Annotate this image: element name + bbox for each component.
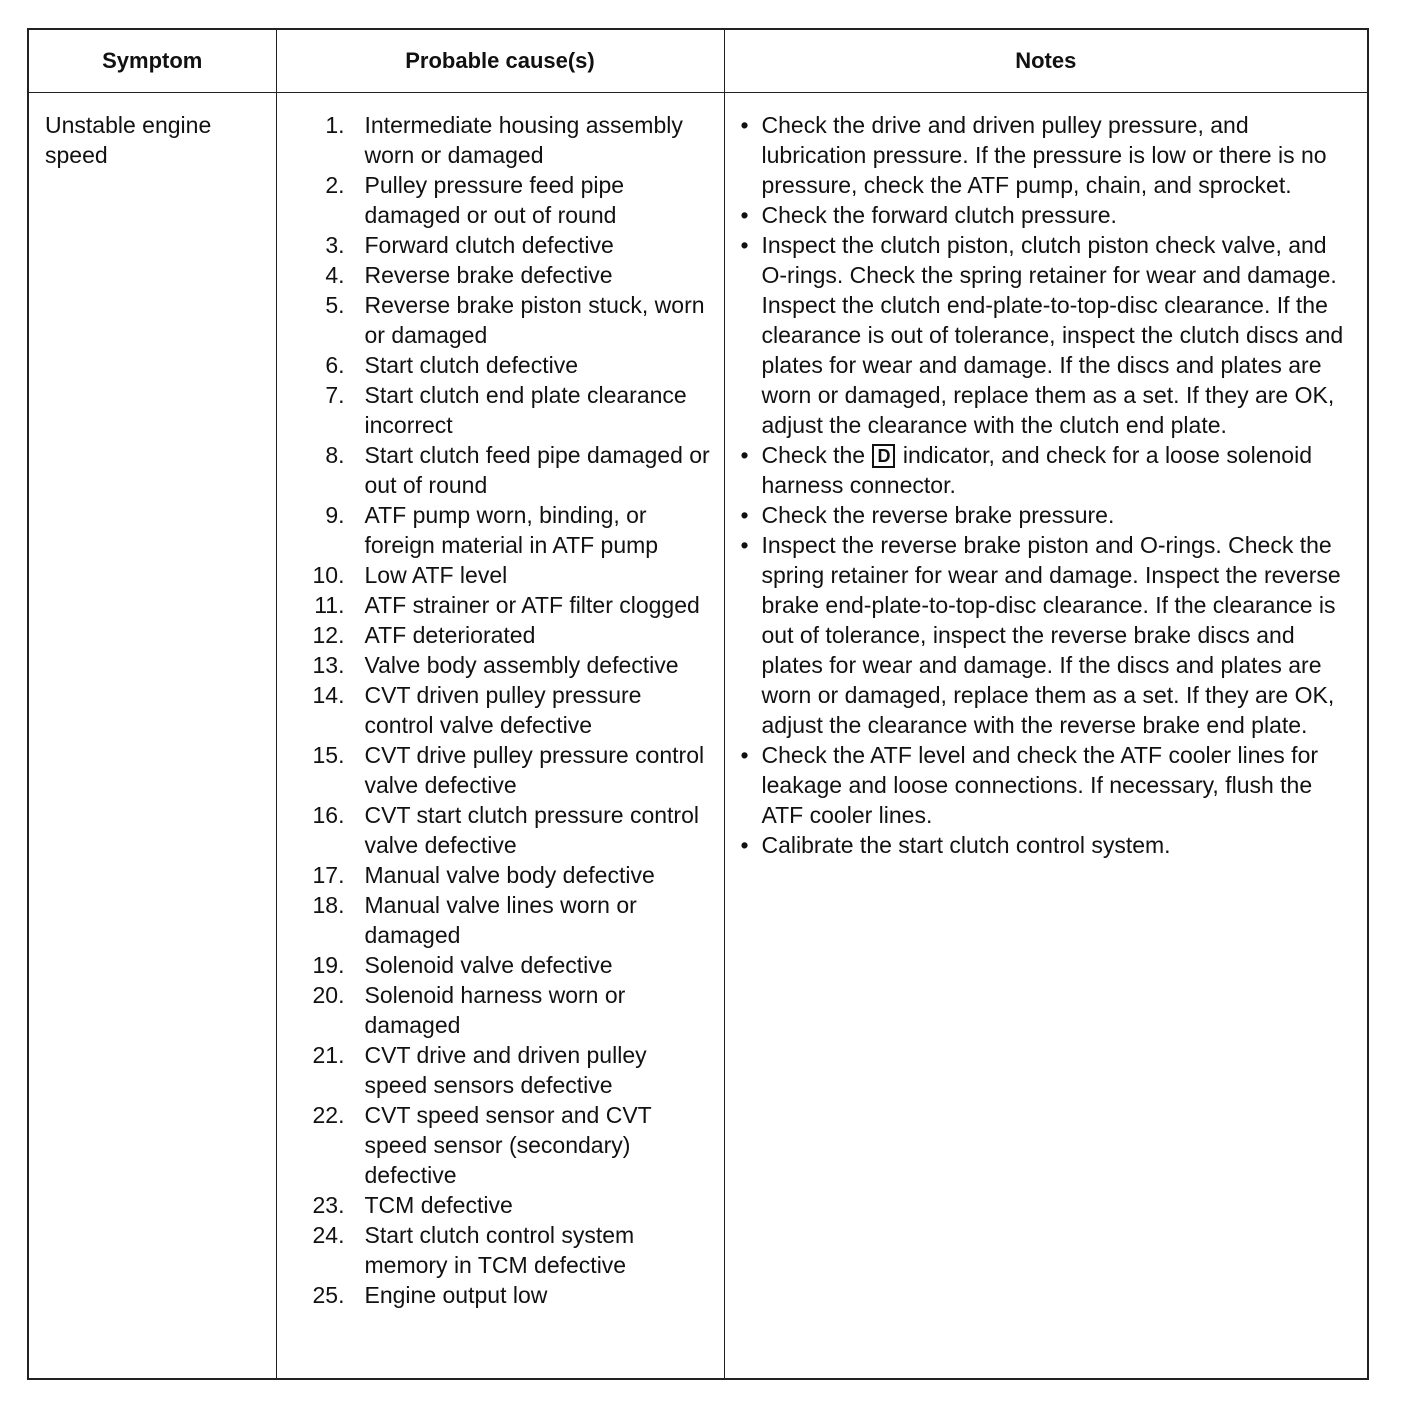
cause-text: CVT drive and driven pulley speed sensors defective bbox=[364, 1042, 647, 1098]
symptom-cell bbox=[29, 93, 276, 1379]
note-item bbox=[741, 500, 1356, 530]
cause-item bbox=[277, 1040, 714, 1100]
header-probable-causes: Probable cause(s) bbox=[276, 30, 724, 93]
cause-item bbox=[277, 590, 714, 620]
cause-item bbox=[277, 950, 714, 980]
cause-number: 12. bbox=[312, 622, 345, 648]
cause-item bbox=[277, 650, 714, 680]
cause-item bbox=[277, 800, 714, 860]
cause-item bbox=[277, 860, 714, 890]
bullet-icon: • bbox=[740, 202, 749, 228]
cause-number: 18. bbox=[312, 892, 345, 918]
cause-text: Pulley pressure feed pipe damaged or out of round bbox=[364, 172, 625, 228]
cause-item bbox=[277, 1280, 714, 1310]
note-item bbox=[741, 440, 1356, 500]
cause-number: 1. bbox=[325, 112, 345, 138]
header-symptom: Symptom bbox=[29, 30, 276, 93]
bullet-icon: • bbox=[740, 832, 749, 858]
cause-number: 19. bbox=[312, 952, 345, 978]
table-row bbox=[29, 93, 1367, 1379]
cause-text: CVT start clutch pressure control valve defective bbox=[364, 802, 699, 858]
cause-item bbox=[277, 230, 714, 260]
cause-text: Manual valve body defective bbox=[364, 862, 655, 888]
note-text: Inspect the clutch piston, clutch piston check valve, and O-rings. Check the spring retainer for wear and damage. Inspect the clutch end-plate-to-top-disc clearance. If the clearance is out of tolerance, inspect the clutch discs and plates for wear and damage. If the discs and plates are worn or damaged, replace them as a set. If they are OK, adjust the clearance with the clutch end plate. bbox=[761, 232, 1344, 438]
note-text: Check the forward clutch pressure. bbox=[761, 202, 1117, 228]
cause-item bbox=[277, 350, 714, 380]
cause-number: 22. bbox=[312, 1102, 345, 1128]
cause-number: 3. bbox=[325, 232, 345, 258]
notes-cell bbox=[724, 93, 1367, 1379]
cause-text: ATF pump worn, binding, or foreign material in ATF pump bbox=[364, 502, 659, 558]
cause-item bbox=[277, 290, 714, 350]
note-text-before-symbol: Check the bbox=[761, 442, 866, 468]
cause-item bbox=[277, 620, 714, 650]
cause-number: 4. bbox=[325, 262, 345, 288]
note-item bbox=[741, 200, 1356, 230]
note-item bbox=[741, 740, 1356, 830]
cause-number: 20. bbox=[312, 982, 345, 1008]
cause-number: 2. bbox=[325, 172, 345, 198]
bullet-icon: • bbox=[740, 442, 749, 468]
bullet-icon: • bbox=[740, 532, 749, 558]
cause-text: ATF strainer or ATF filter clogged bbox=[364, 592, 700, 618]
causes-cell bbox=[276, 93, 724, 1379]
cause-number: 15. bbox=[312, 742, 345, 768]
cause-text: Solenoid harness worn or damaged bbox=[364, 982, 626, 1038]
cause-text: CVT drive pulley pressure control valve defective bbox=[364, 742, 705, 798]
cause-text: Engine output low bbox=[364, 1282, 548, 1308]
cause-number: 17. bbox=[312, 862, 345, 888]
cause-text: Low ATF level bbox=[364, 562, 508, 588]
bullet-icon: • bbox=[740, 742, 749, 768]
cause-item bbox=[277, 740, 714, 800]
note-item bbox=[741, 110, 1356, 200]
table-header-row bbox=[29, 30, 1367, 93]
cause-number: 21. bbox=[312, 1042, 345, 1068]
note-item bbox=[741, 530, 1356, 740]
header-notes: Notes bbox=[724, 30, 1367, 93]
cause-number: 24. bbox=[312, 1222, 345, 1248]
cause-number: 8. bbox=[325, 442, 345, 468]
cause-text: Start clutch defective bbox=[364, 352, 578, 378]
cause-number: 6. bbox=[325, 352, 345, 378]
cause-item bbox=[277, 1220, 714, 1280]
cause-text: Start clutch end plate clearance incorrect bbox=[364, 382, 687, 438]
note-text: Calibrate the start clutch control system. bbox=[761, 832, 1171, 858]
note-item bbox=[741, 230, 1356, 440]
cause-text: Start clutch control system memory in TCM defective bbox=[364, 1222, 635, 1278]
cause-item bbox=[277, 440, 714, 500]
cause-text: CVT speed sensor and CVT speed sensor (secondary) defective bbox=[364, 1102, 652, 1188]
cause-number: 16. bbox=[312, 802, 345, 828]
cause-number: 9. bbox=[325, 502, 345, 528]
cause-text: TCM defective bbox=[364, 1192, 513, 1218]
cause-text: Manual valve lines worn or damaged bbox=[364, 892, 637, 948]
cause-item bbox=[277, 170, 714, 230]
cause-number: 7. bbox=[325, 382, 345, 408]
bullet-icon: • bbox=[740, 232, 749, 258]
bullet-icon: • bbox=[740, 502, 749, 528]
cause-text: CVT driven pulley pressure control valve defective bbox=[364, 682, 642, 738]
cause-item bbox=[277, 680, 714, 740]
notes-list bbox=[725, 93, 1368, 860]
cause-item bbox=[277, 1100, 714, 1190]
cause-item bbox=[277, 500, 714, 560]
note-text: Inspect the reverse brake piston and O-rings. Check the spring retainer for wear and damage. Inspect the reverse brake end-plate-to-top-disc clearance. If the clearance is out of tolerance, inspect the reverse brake discs and plates for wear and damage. If the discs and plates are worn or damaged, replace them as a set. If they are OK, adjust the clearance with the reverse brake end plate. bbox=[761, 532, 1341, 738]
cause-item bbox=[277, 260, 714, 290]
note-text: Check the reverse brake pressure. bbox=[761, 502, 1115, 528]
cause-number: 11. bbox=[314, 592, 345, 618]
cause-number: 13. bbox=[312, 652, 345, 678]
cause-number: 25. bbox=[312, 1282, 345, 1308]
cause-text: Intermediate housing assembly worn or damaged bbox=[364, 112, 683, 168]
troubleshooting-table bbox=[29, 30, 1367, 1378]
cause-number: 14. bbox=[312, 682, 345, 708]
cause-number: 23. bbox=[312, 1192, 345, 1218]
note-text-after-symbol: indicator, and check for a loose solenoid harness connector. bbox=[761, 442, 1312, 498]
cause-text: Reverse brake defective bbox=[364, 262, 613, 288]
cause-text: Reverse brake piston stuck, worn or damaged bbox=[364, 292, 705, 348]
bullet-icon: • bbox=[740, 112, 749, 138]
note-text: Check the ATF level and check the ATF cooler lines for leakage and loose connections. If necessary, flush the ATF cooler lines. bbox=[761, 742, 1319, 828]
cause-item bbox=[277, 380, 714, 440]
drive-indicator-symbol: D bbox=[872, 444, 895, 468]
cause-item bbox=[277, 890, 714, 950]
cause-text: Start clutch feed pipe damaged or out of round bbox=[364, 442, 710, 498]
cause-text: Solenoid valve defective bbox=[364, 952, 613, 978]
note-text: Check the drive and driven pulley pressure, and lubrication pressure. If the pressure is low or there is no pressure, check the ATF pump, chain, and sprocket. bbox=[761, 112, 1327, 198]
note-item bbox=[741, 830, 1356, 860]
cause-text: ATF deteriorated bbox=[364, 622, 536, 648]
cause-text: Valve body assembly defective bbox=[364, 652, 679, 678]
troubleshooting-table-frame bbox=[27, 28, 1369, 1380]
cause-item bbox=[277, 1190, 714, 1220]
cause-item bbox=[277, 560, 714, 590]
cause-item bbox=[277, 980, 714, 1040]
cause-text: Forward clutch defective bbox=[364, 232, 614, 258]
cause-number: 10. bbox=[312, 562, 345, 588]
causes-list bbox=[277, 93, 724, 1310]
cause-item bbox=[277, 110, 714, 170]
symptom-text: Unstable engine speed bbox=[45, 112, 212, 168]
cause-number: 5. bbox=[325, 292, 345, 318]
